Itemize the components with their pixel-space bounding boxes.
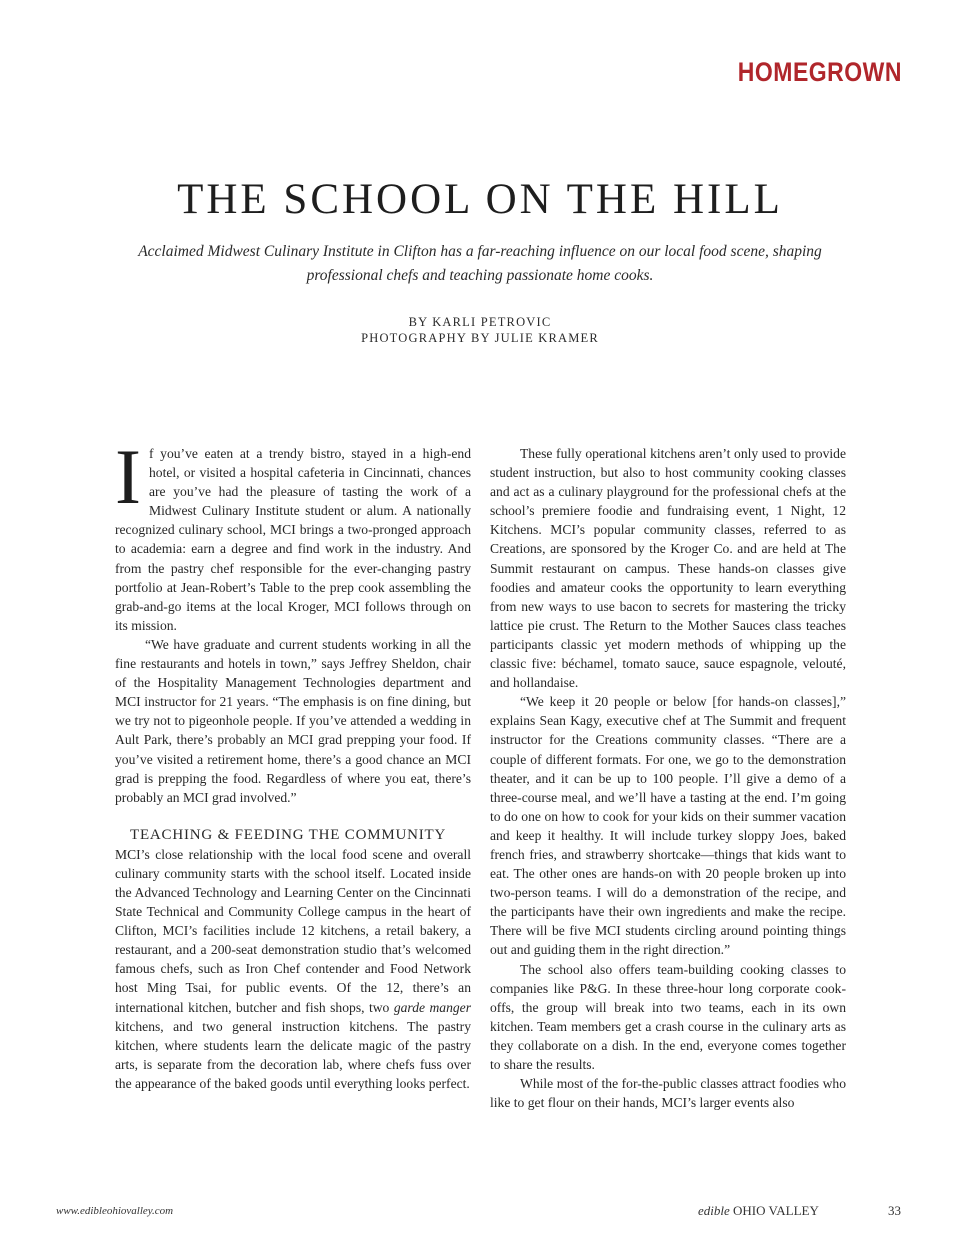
paragraph: “We have graduate and current students working in all the fine restaurants and hotels in town,” says Jeffrey Sheldon, chair of the Hospitality Management Technologies department and MCI instructor for 21 years. “The emphasis is on fine dining, but we try not to pigeonhole people. If you’ve attended a wedding in Ault Park, there’s probably an MCI grad prepping your food. If you’ve visited a retirement home, there’s a good chance an MCI grad is prepping the food. Regardless of where you eat, there’s probably an MCI grad involved.” [115, 636, 471, 805]
section-label: HOMEGROWN [737, 57, 902, 87]
paragraph: The school also offers team-building cooking classes to companies like P&G. In these three-hour long corporate cook-offs, the group will break into two teams, each in its own kitchen. Team members get a crash course in the culinary arts as they collaborate on a dish. In the end, everyone comes together to share the results. [490, 961, 846, 1072]
paragraph: “We keep it 20 people or below [for hands-on classes],” explains Sean Kagy, executive chef at The Summit and frequent instructor for the Creations community classes. “There are a couple of different formats. For one, we go to the demonstration theater, and it can be up to 100 people. I’ll give a demo of a three-course meal, and we’ll have a tasting at the end. I’m going to do one on how to cook for your kids on their summer vacation and keep it healthy. It will include turkey sloppy Joes, baked french fries, and strawberry shortcake—things that kids want to eat. The other ones are hands-on with 20 people broken up into two-person teams. I will do a demonstration of the recipe, and the participants have their own ingredients and make the recipe. There will be five MCI students circling around pointing things out and guiding them in the right direction.” [490, 694, 846, 958]
page-number: 33 [888, 1203, 901, 1218]
byline-author: BY KARLI PETROVIC [408, 315, 552, 329]
footer-url: www.edibleohiovalley.com [56, 1205, 174, 1217]
italic-term: garde manger [393, 999, 472, 1015]
section-subhead: TEACHING & FEEDING THE COMMUNITY [130, 826, 447, 843]
paragraph [115, 433, 471, 635]
magazine-region: OHIO VALLEY [733, 1203, 819, 1218]
article-title: THE SCHOOL ON THE HILL [177, 176, 783, 223]
left-column [115, 433, 472, 1093]
article-deck: Acclaimed Midwest Culinary Institute in Clifton has a far-reaching influence on our local food scene, shaping professional chefs and teaching passionate home cooks. [138, 243, 822, 284]
paragraph: These fully operational kitchens aren’t only used to provide student instruction, but also to host community cooking classes and act as a culinary playground for the professional chefs at the school’s premiere foodie and fundraising event, 1 Night, 12 Kitchens. MCI’s popular community classes, referred to as Creations, are sponsored by the Kroger Co. and are held at The Summit restaurant on campus. These hands-on classes give foodies and amateur cooks the opportunity to learn everything from new ways to use bacon to secrets for mastering the tricky lattice pie crust. The Return to the Mother Sauces class teaches participants classic yet modern methods of whipping up the classic five: béchamel, tomato sauce, sauce espagnole, velouté, and hollandaise. [490, 446, 846, 691]
drop-cap: I [115, 433, 141, 520]
paragraph-text: f you’ve eaten at a trendy bistro, stayed in a high-end hotel, or visited a hospital cafeteria in Cincinnati, chances are you’ve had the pleasure of tasting the work of a Midwest Culinary Institute student or alum. A nationally recognized culinary school, MCI brings a two-pronged approach to academia: earn a degree and find work in the industry. And from the pastry chef responsible for the ever-changing pastry portfolio at Jean-Robert’s Table to the prep cook assembling the grab-and-go items at the local Kroger, MCI follows through on its mission. [115, 446, 471, 633]
magazine-edible: edible [698, 1203, 730, 1218]
right-column [490, 444, 846, 1112]
paragraph [115, 845, 471, 1093]
byline-photographer: PHOTOGRAPHY BY JULIE KRAMER [361, 331, 599, 345]
footer-magazine-name [698, 1203, 819, 1219]
byline [0, 314, 960, 346]
paragraph: While most of the for-the-public classes attract foodies who like to get flour on their hands, MCI’s larger events also [490, 1076, 846, 1111]
paragraph-text: kitchens, and two general instruction kitchens. The pastry kitchen, where students learn the delicate magic of the pastry arts, is separate from the decoration lab, where chefs fuss over the appearance of the baked goods until everything looks perfect. [115, 1018, 471, 1091]
paragraph-text: MCI’s close relationship with the local food scene and overall culinary community starts with the school itself. Located inside the Advanced Technology and Learning Center on the Cincinnati State Technical and Community College campus in the heart of Clifton, MCI’s facilities include 12 kitchens, a retail bakery, a restaurant, and a 200-seat demonstration studio that’s welcomed famous chefs, such as Iron Chef contender and Food Network host Ming Tsai, for public events. Of the 12, there’s an international kitchen, butcher and fish shops, two [115, 846, 471, 1015]
